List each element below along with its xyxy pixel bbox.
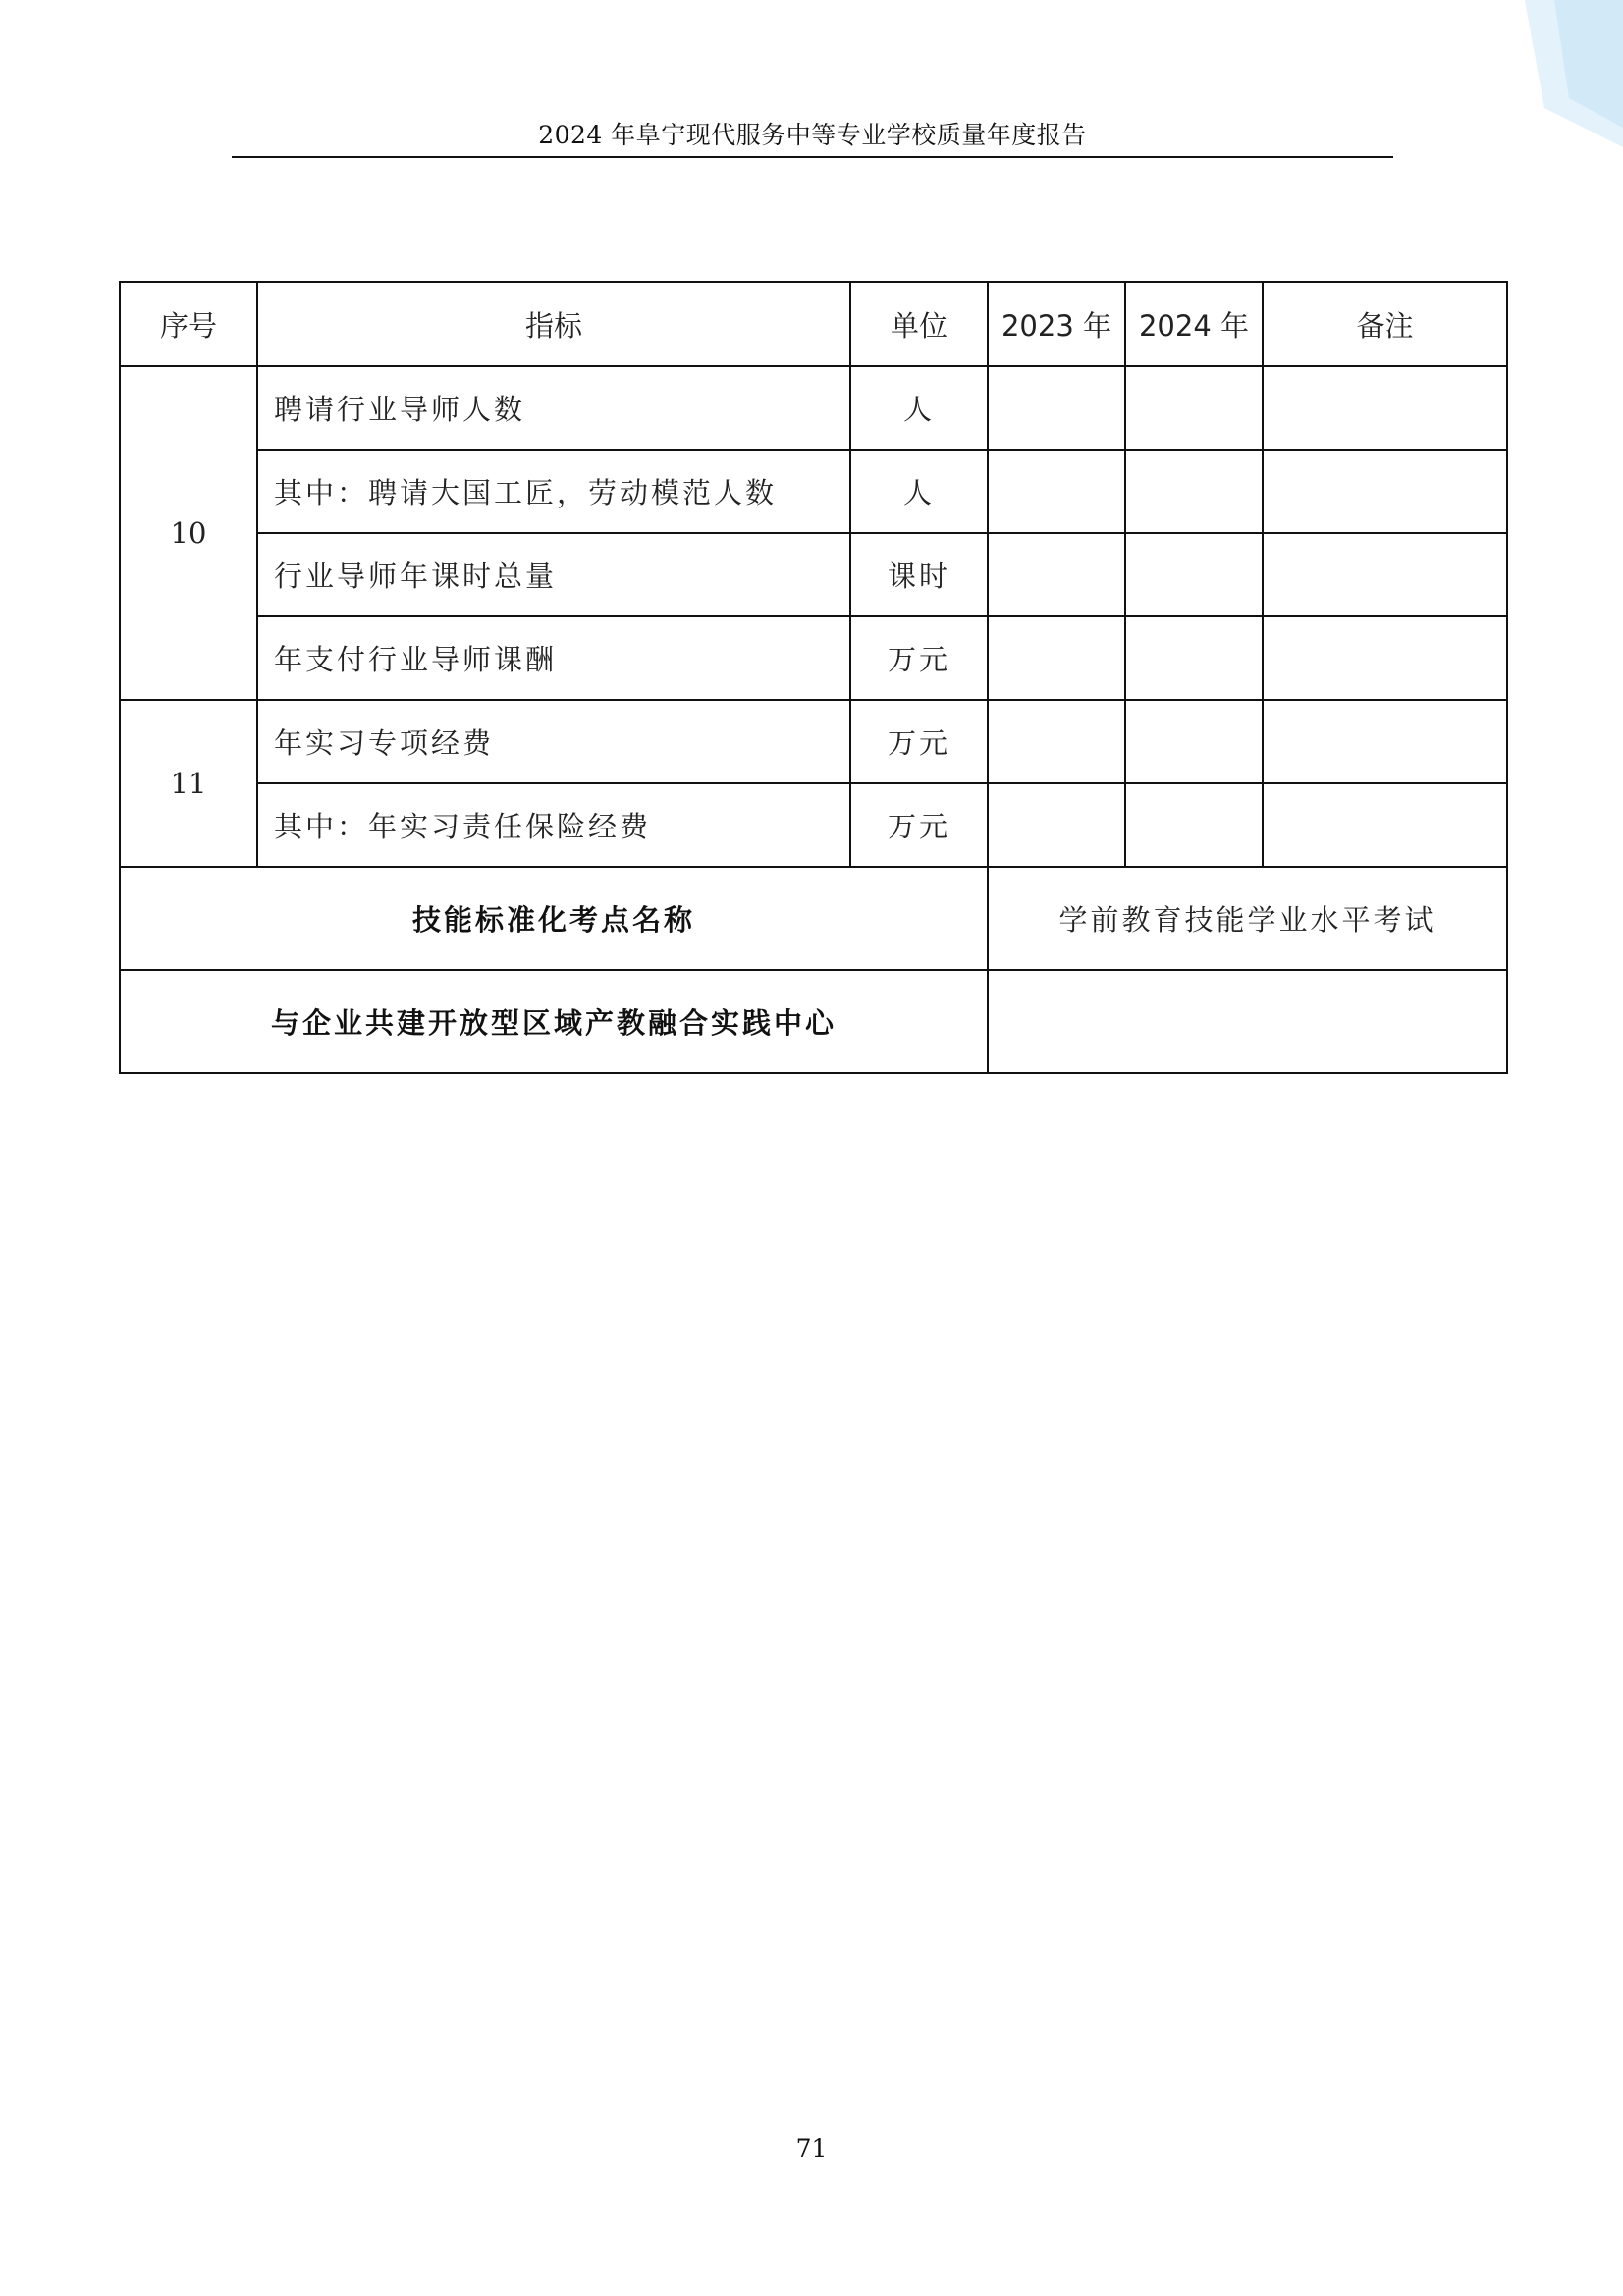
- value-2023-cell: [988, 700, 1125, 783]
- table-header-row: [120, 282, 1507, 366]
- note-cell: [1263, 533, 1507, 616]
- note-cell: [1263, 366, 1507, 450]
- page-number: 71: [795, 2134, 828, 2163]
- unit-cell: 人: [850, 450, 988, 533]
- seq-cell: 10: [120, 366, 257, 700]
- indicator-cell: 其中：年实习责任保险经费: [257, 783, 850, 867]
- indicator-cell: 行业导师年课时总量: [257, 533, 850, 616]
- table-row: [120, 616, 1507, 700]
- value-2023-cell: [988, 533, 1125, 616]
- table-row: [120, 450, 1507, 533]
- note-cell: [1263, 783, 1507, 867]
- unit-cell: 万元: [850, 700, 988, 783]
- indicator-cell: 聘请行业导师人数: [257, 366, 850, 450]
- table-footer-row: [120, 867, 1507, 970]
- unit-cell: 课时: [850, 533, 988, 616]
- note-cell: [1263, 450, 1507, 533]
- value-2024-cell: [1125, 533, 1263, 616]
- column-header-2023: 2023 年: [988, 282, 1125, 366]
- column-header-seq: 序号: [120, 282, 257, 366]
- value-2023-cell: [988, 450, 1125, 533]
- value-2023-cell: [988, 783, 1125, 867]
- footer-value-cell: 学前教育技能学业水平考试: [988, 867, 1507, 970]
- note-cell: [1263, 616, 1507, 700]
- unit-cell: 万元: [850, 783, 988, 867]
- column-header-2024: 2024 年: [1125, 282, 1263, 366]
- page-header-title: 2024 年阜宁现代服务中等专业学校质量年度报告: [538, 121, 1087, 149]
- corner-decoration: [1495, 0, 1623, 147]
- value-2024-cell: [1125, 783, 1263, 867]
- value-2023-cell: [988, 616, 1125, 700]
- unit-cell: 万元: [850, 616, 988, 700]
- footer-label-cell: 技能标准化考点名称: [120, 867, 988, 970]
- indicator-cell: 年实习专项经费: [257, 700, 850, 783]
- unit-cell: 人: [850, 366, 988, 450]
- column-header-note: 备注: [1263, 282, 1507, 366]
- indicator-cell: 年支付行业导师课酬: [257, 616, 850, 700]
- value-2024-cell: [1125, 616, 1263, 700]
- column-header-unit: 单位: [850, 282, 988, 366]
- statistics-table: [119, 281, 1508, 1074]
- table-row: [120, 366, 1507, 450]
- seq-cell: 11: [120, 700, 257, 867]
- note-cell: [1263, 700, 1507, 783]
- value-2024-cell: [1125, 450, 1263, 533]
- footer-label-cell: 与企业共建开放型区域产教融合实践中心: [120, 970, 988, 1073]
- table-row: [120, 783, 1507, 867]
- value-2024-cell: [1125, 366, 1263, 450]
- table-row: [120, 700, 1507, 783]
- header-divider: [232, 156, 1393, 158]
- table-footer-row: [120, 970, 1507, 1073]
- value-2023-cell: [988, 366, 1125, 450]
- column-header-indicator: 指标: [257, 282, 850, 366]
- footer-value-cell: [988, 970, 1507, 1073]
- indicator-cell: 其中：聘请大国工匠，劳动模范人数: [257, 450, 850, 533]
- value-2024-cell: [1125, 700, 1263, 783]
- table-row: [120, 533, 1507, 616]
